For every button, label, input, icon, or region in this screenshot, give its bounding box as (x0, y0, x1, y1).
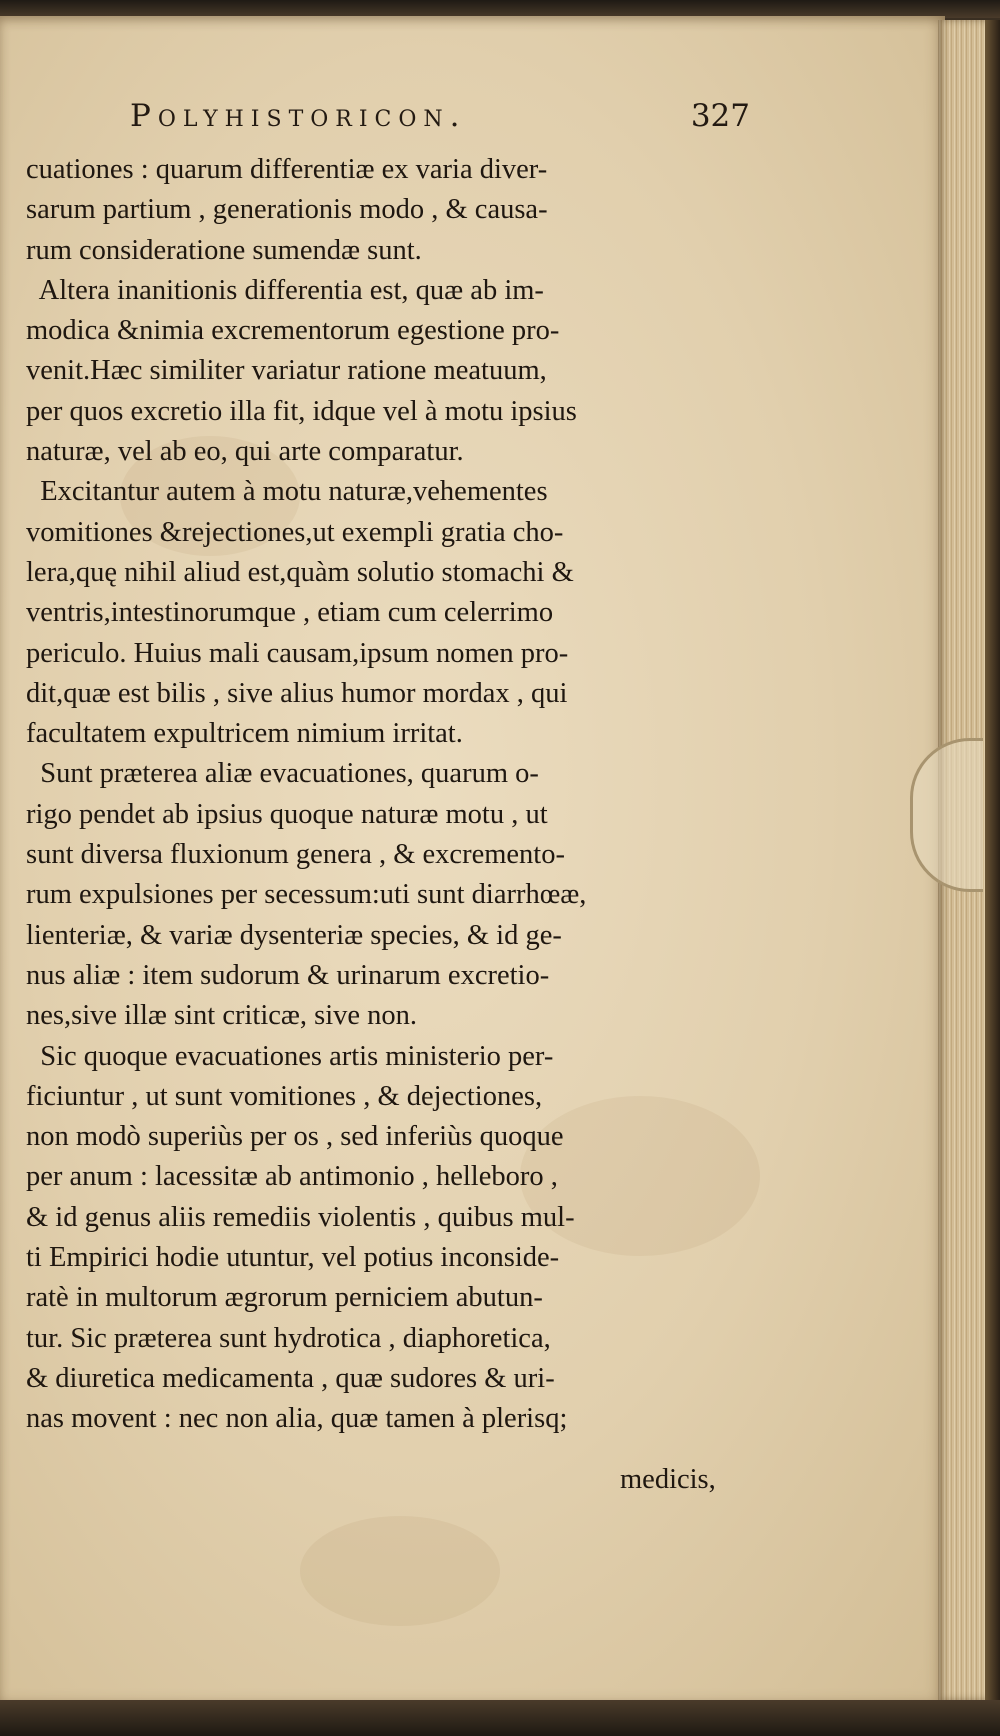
text-line: non modò superiùs per os , sed inferiùs quoque (26, 1121, 564, 1153)
book-spine-shadow (985, 20, 1000, 1700)
text-line: nus aliæ : item sudorum & urinarum excretio- (26, 959, 550, 991)
text-line: nas movent : nec non alia, quæ tamen à plerisq; (26, 1403, 568, 1435)
text-line: per anum : lacessitæ ab antimonio , helleboro , (26, 1161, 558, 1193)
text-line: per quos excretio illa fit, idque vel à motu ipsius (26, 395, 577, 427)
text-line: ti Empirici hodie utuntur, vel potius inconside- (26, 1242, 560, 1274)
text-line: rum consideratione sumendæ sunt. (26, 234, 422, 266)
text-line: & id genus aliis remediis violentis , quibus mul- (26, 1201, 575, 1233)
page-number: 327 (690, 98, 750, 134)
text-line: venit.Hæc similiter variatur ratione meatuum, (26, 355, 547, 387)
page-header (130, 96, 750, 146)
text-line: lienteriæ, & variæ dysenteriæ species, & id ge- (26, 919, 562, 951)
text-line: nes,sive illæ sint criticæ, sive non. (26, 1000, 418, 1032)
text-line: Excitantur autem à motu naturæ,vehementes (26, 476, 548, 508)
text-line: ratè in multorum ægrorum perniciem abutun- (26, 1282, 543, 1314)
body-text (26, 150, 756, 1440)
text-line: sarum partium , generationis modo , & causa- (26, 194, 548, 226)
text-line: cuationes : quarum differentiæ ex varia diver- (26, 154, 548, 185)
scanner-bottom-edge (0, 1700, 1000, 1736)
text-line: & diuretica medicamenta , quæ sudores & uri- (26, 1362, 555, 1394)
text-line: facultatem expultricem nimium irritat. (26, 718, 463, 750)
paper-stain (300, 1516, 500, 1626)
text-line: tur. Sic præterea sunt hydrotica , diaphoretica, (26, 1322, 551, 1354)
text-line: Sunt præterea aliæ evacuationes, quarum o- (26, 758, 539, 790)
text-line: vomitiones &rejectiones,ut exempli gratia cho- (26, 516, 564, 548)
text-line: modica &nimia excrementorum egestione pro- (26, 315, 560, 347)
text-line: Altera inanitionis differentia est, quæ ab im- (26, 274, 544, 306)
text-line: ficiuntur , ut sunt vomitiones , & dejectiones, (26, 1080, 543, 1112)
text-line: dit,quæ est bilis , sive alius humor mordax , qui (26, 677, 568, 709)
text-line: rum expulsiones per secessum:uti sunt diarrhœæ, (26, 879, 587, 911)
text-line: sunt diversa fluxionum genera , & excremento- (26, 839, 565, 871)
text-line: Sic quoque evacuationes artis ministerio per- (26, 1040, 554, 1072)
text-line: lera,quę nihil aliud est,quàm solutio stomachi & (26, 556, 574, 588)
catchword: medicis, (620, 1464, 716, 1495)
text-line: naturæ, vel ab eo, qui arte comparatur. (26, 436, 464, 468)
text-line: ventris,intestinorumque , etiam cum celerrimo (26, 597, 554, 629)
running-title: Polyhistoricon. (130, 98, 467, 134)
text-line: periculo. Huius mali causam,ipsum nomen pro- (26, 637, 569, 669)
text-line: rigo pendet ab ipsius quoque naturæ motu , ut (26, 798, 548, 830)
